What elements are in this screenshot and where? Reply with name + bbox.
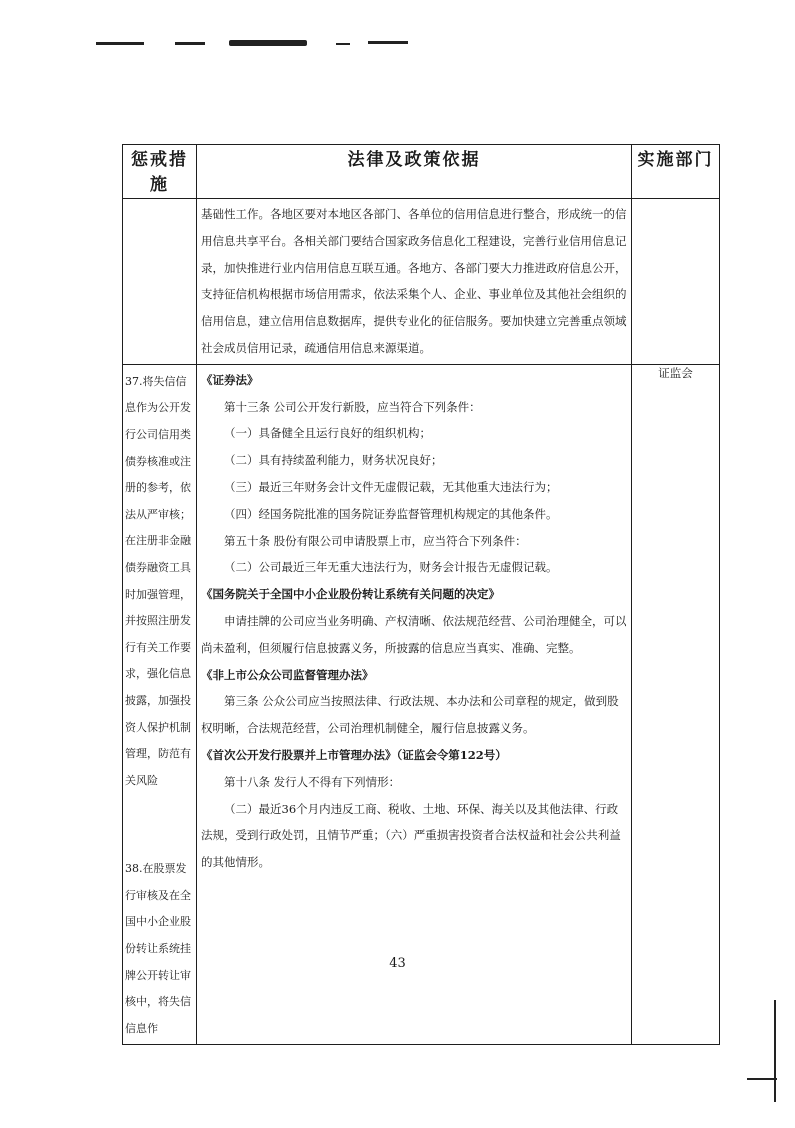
row2-basis-text — [197, 365, 631, 878]
basis-line: （一）具备健全且运行良好的组织机构； — [224, 426, 431, 441]
basis-line: 第十八条 发行人不得有下列情形： — [224, 774, 401, 789]
table-row — [123, 364, 720, 1045]
row1-department-cell — [632, 199, 720, 365]
basis-line: 《非上市公众公司监督管理办法》 — [201, 667, 374, 682]
basis-line: 《证券法》 — [201, 372, 259, 387]
row2-department-cell: 证监会 — [632, 364, 720, 1045]
basis-line: 《国务院关于全国中小企业股份转让系统有关问题的决定》 — [201, 587, 500, 602]
basis-line: 《首次公开发行股票并上市管理办法》（证监会令第122号） — [201, 747, 507, 762]
scan-mark — [175, 42, 205, 45]
basis-line: 第十三条 公司公开发行新股，应当符合下列条件： — [224, 399, 481, 414]
row2-measure-cell — [123, 364, 197, 1045]
scan-mark — [368, 41, 408, 44]
page-number: 43 — [389, 956, 406, 971]
scan-mark — [774, 1000, 776, 1102]
header-legal-basis: 法律及政策依据 — [197, 145, 632, 199]
basis-line: （二）公司最近三年无重大违法行为，财务会计报告无虚假记载。 — [224, 560, 558, 575]
basis-line: 第五十条 股份有限公司申请股票上市，应当符合下列条件： — [224, 533, 527, 548]
row1-basis-cell — [197, 199, 632, 365]
basis-line: 第三条 公众公司应当按照法律、行政法规、本办法和公司章程的规定，做到股权明晰，合法规范经营，公司治理机制健全，履行信息披露义务。 — [201, 694, 619, 736]
basis-line: （二）最近36个月内违反工商、税收、土地、环保、海关以及其他法律、行政法规，受到行政处罚，且情节严重；（六）严重损害投资者合法权益和社会公共利益的其他情形。 — [201, 801, 621, 870]
row1-basis-text: 基础性工作。各地区要对本地区各部门、各单位的信用信息进行整合，形成统一的信用信息共享平台。各相关部门要结合国家政务信息化工程建设，完善行业信用信息记录，加快推进行业内信用信息互联互通。各地方、各部门要大力推进政府信息公开，支持征信机构根据市场信用需求，依法采集个人、企业、事业单位及其他社会组织的信用信息，建立信用信息数据库，提供专业化的征信服务。要加快建立完善重点领域社会成员信用记录，疏通信用信息来源渠道。 — [201, 207, 627, 355]
header-measures: 惩戒措施 — [123, 145, 197, 199]
row2-basis-cell — [197, 364, 632, 1045]
scan-mark — [229, 40, 307, 46]
table-row — [123, 199, 720, 365]
measure-38: 38.在股票发行审核及在全国中小企业股份转让系统挂牌公开转让审核中，将失信信息作 — [125, 862, 191, 1035]
basis-line: （三）最近三年财务会计文件无虚假记载，无其他重大违法行为； — [224, 479, 558, 494]
header-department: 实施部门 — [632, 145, 720, 199]
scan-mark — [747, 1078, 777, 1080]
scan-mark — [336, 43, 350, 45]
scan-mark — [96, 42, 144, 45]
basis-line: 申请挂牌的公司应当业务明确、产权清晰、依法规范经营、公司治理健全，可以尚未盈利，但须履行信息披露义务，所披露的信息应当真实、准确、完整。 — [201, 613, 627, 655]
table-header-row — [123, 145, 720, 199]
row1-measure-cell — [123, 199, 197, 365]
basis-line: （二）具有持续盈利能力，财务状况良好； — [224, 453, 443, 468]
basis-line: （四）经国务院批准的国务院证券监督管理机构规定的其他条件。 — [224, 506, 558, 521]
measure-37: 37.将失信信息作为公开发行公司信用类债券核准或注册的参考，依法从严审核；在注册非金融债券融资工具时加强管理，并按照注册发行有关工作要求，强化信息披露，加强投资人保护机制管理，防范有关风险 — [125, 374, 191, 787]
policy-table — [122, 144, 720, 1045]
